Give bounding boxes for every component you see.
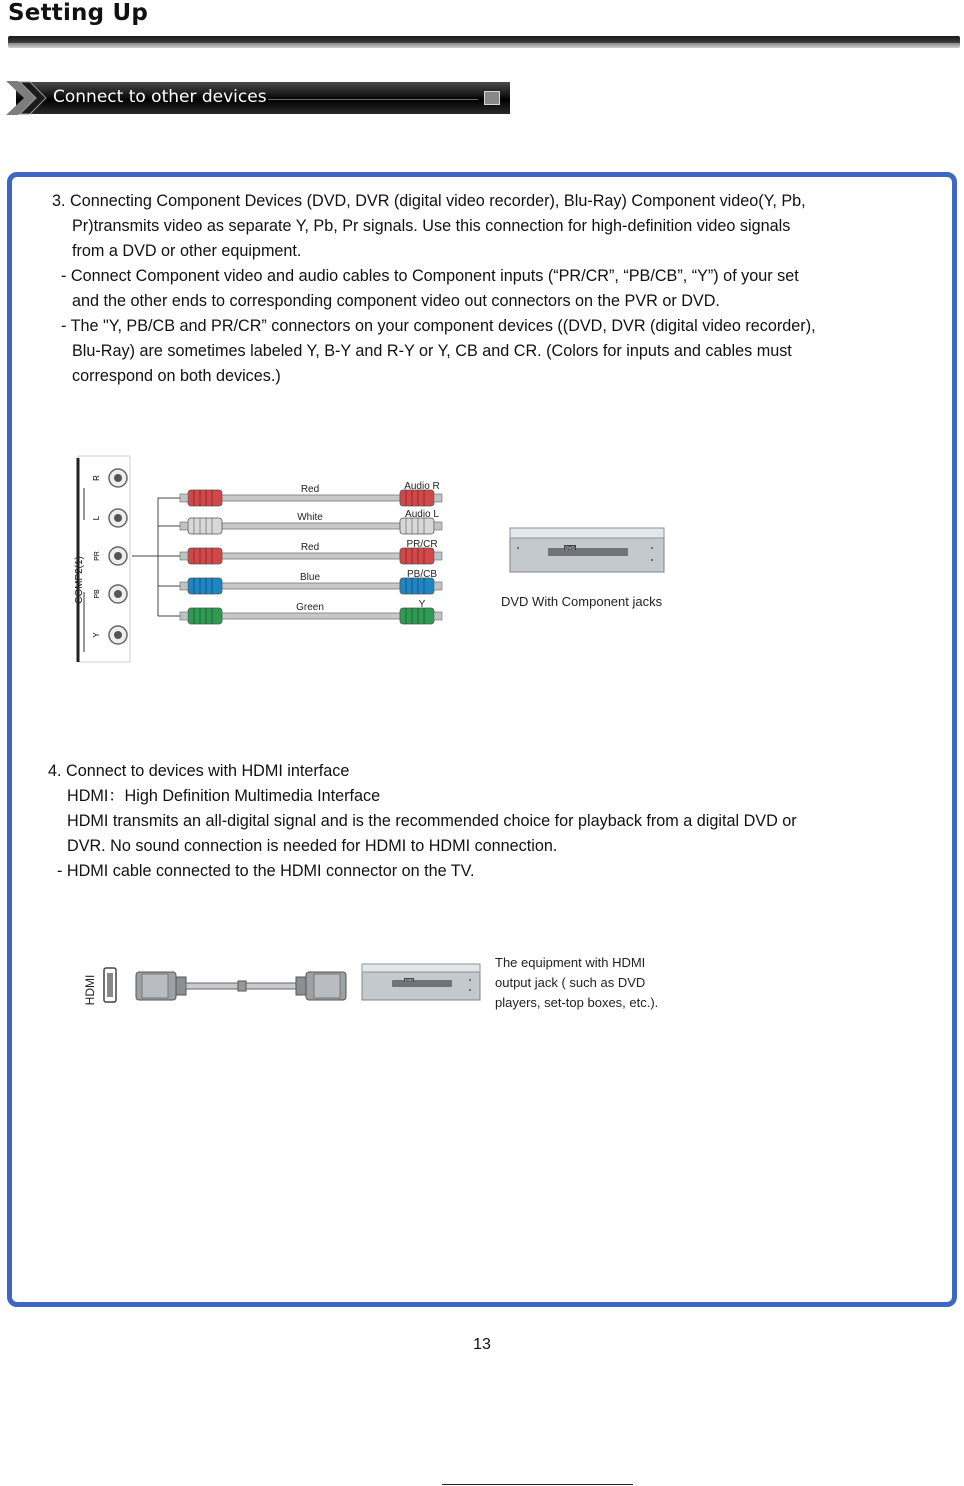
dvd-caption: DVD With Component jacks (501, 594, 663, 609)
hdmi-port (104, 968, 116, 1002)
title-rule (8, 36, 960, 48)
step3-line: and the other ends to corresponding component video out connectors on the PVR or DVD. (72, 292, 720, 310)
step3-line: Blu-Ray) are sometimes labeled Y, B-Y and R-Y or Y, CB and CR. (Colors for inputs and cables must (72, 342, 792, 360)
dvd-player (362, 964, 480, 1000)
dvd-player (510, 528, 664, 572)
jack-label: PR (94, 551, 101, 561)
square-icon (484, 91, 500, 105)
cable-label: Green (296, 602, 324, 613)
cable-label: White (297, 512, 323, 523)
page-number: 13 (473, 1336, 491, 1353)
component-cable (180, 539, 442, 564)
cable-end-label: Audio R (404, 481, 440, 492)
panel-label: COMP2(1) (74, 556, 85, 604)
step4-line: 4. Connect to devices with HDMI interface (48, 762, 350, 780)
rca-plug (400, 518, 442, 534)
cable-label: Red (300, 484, 320, 495)
jack-label: Y (92, 632, 101, 638)
rca-plug (400, 548, 442, 564)
hdmi-caption-line: output jack ( such as DVD (495, 975, 646, 990)
step3-line: from a DVD or other equipment. (72, 242, 302, 260)
section-title: Connect to other devices (53, 87, 267, 107)
rca-plug (180, 578, 222, 594)
section-banner (6, 81, 510, 115)
cable-end-label: PR/CR (406, 539, 438, 550)
step4-line: - HDMI cable connected to the HDMI connector on the TV. (57, 862, 475, 880)
page-title: Setting Up (8, 0, 149, 26)
hdmi-port-label: HDMI (83, 974, 97, 1006)
hdmi-connection-diagram (78, 946, 718, 1018)
cable-label: Blue (299, 572, 321, 583)
rca-plug (400, 608, 442, 624)
cable-label: Red (300, 542, 320, 553)
step4-line: DVR. No sound connection is needed for HDMI to HDMI connection. (67, 837, 558, 855)
jack-label: R (92, 475, 101, 481)
cable-end-label: Y (418, 599, 426, 610)
step4-line: HDMI：High Definition Multimedia Interface (67, 787, 381, 805)
component-connection-diagram (70, 452, 710, 672)
hdmi-caption-line: players, set-top boxes, etc.). (495, 995, 659, 1010)
rca-plug (180, 608, 222, 624)
jack-label: L (92, 515, 101, 521)
component-cable (180, 481, 442, 506)
rca-plug (400, 578, 442, 594)
dvd-logo: DVD (565, 545, 575, 551)
rca-plug (180, 490, 222, 506)
rca-plug (180, 548, 222, 564)
step3-line: 3. Connecting Component Devices (DVD, DVR (digital video recorder), Blu-Ray) Component video(Y, Pb, (52, 192, 806, 210)
hdmi-cable (136, 972, 346, 1000)
chevron-right-icon (6, 81, 50, 115)
step3-line: - The "Y, PB/CB and PR/CR” connectors on your component devices ((DVD, DVR (digital video recorder), (61, 317, 816, 335)
step3-line: - Connect Component video and audio cables to Component inputs (“PR/CR”, “PB/CB”, “Y”) of your set (61, 267, 799, 285)
cable-group (180, 481, 442, 624)
footer-rule (442, 1484, 633, 1485)
rca-plug (180, 518, 222, 534)
cable-end-label: PB/CB (406, 569, 438, 580)
component-cable (180, 599, 442, 624)
tv-input-panel (74, 456, 130, 662)
step3-line: Pr)transmits video as separate Y, Pb, Pr signals. Use this connection for high-definition video signals (72, 217, 791, 235)
component-cable (180, 509, 442, 534)
cable-bracket (132, 498, 180, 616)
step3-line: correspond on both devices.) (72, 367, 281, 385)
cable-end-label: Audio L (405, 509, 439, 520)
rca-plug (400, 490, 442, 506)
banner-divider (268, 99, 478, 100)
component-cable (180, 569, 442, 594)
hdmi-caption-line: The equipment with HDMI (495, 955, 646, 970)
jack-label: PB (94, 589, 101, 599)
dvd-logo: DVD (404, 978, 414, 983)
step4-line: HDMI transmits an all-digital signal and is the recommended choice for playback from a digital DVD or (67, 812, 797, 830)
